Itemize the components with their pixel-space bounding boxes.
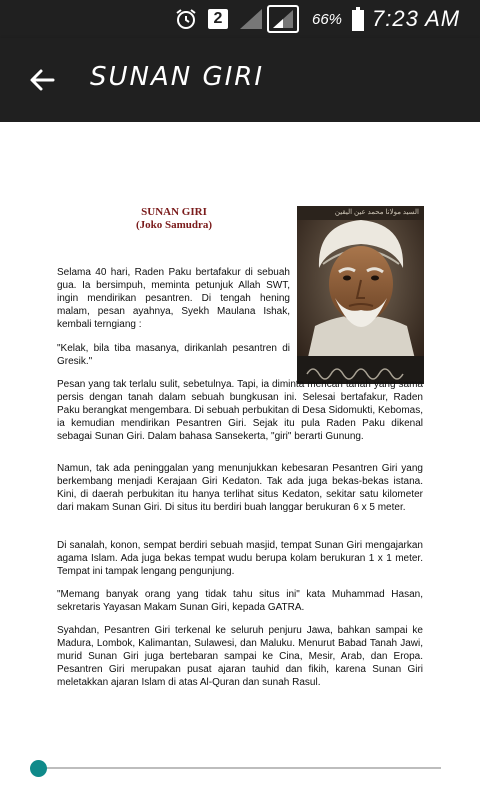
document-page[interactable] <box>0 122 480 742</box>
paragraph: Selama 40 hari, Raden Paku bertafakur di sebuah gua. Ia bersimpuh, meminta petunjuk Allah SWT, ingin mendirikan pesantren. Di tengah hening malam, pesan ayahnya, Syekh Maulana Ishak, kembali terngiang : <box>57 267 290 330</box>
paragraph: Pesan yang tak terlalu sulit, sebetulnya. Tapi, ia diminta mencari tanah yang sama persis dengan tanah dalam sebuah bungkusan ini. Selesai bertafakur, Raden Paku berangkat mengembara. Di sebuah perbukitan di Desa Sidomukti, Kebomas, ia kemudian mendirikan Pesantren Giri. Sejak itu pula Raden Paku dikenal sebagai Sunan Giri. Dalam bahasa Sansekerta, "giri" berarti Gunung. <box>57 379 423 442</box>
paragraph: Namun, tak ada peninggalan yang menunjukkan kebesaran Pesantren Giri yang berkembang menjadi Kerajaan Giri Kedaton. Tak ada juga bekas-bekas istana. Kini, di daerah perbukitan itu hanya terlihat situs Kedaton, sekitar satu kilometer dari makam Sunan Giri. Di situs itu berdiri buah langgar berukuran 6 x 5 meter. <box>57 463 423 513</box>
app-bar <box>0 38 480 122</box>
paragraph: "Memang banyak orang yang tidak tahu situs ini" kata Muhammad Hasan, sekretaris Yayasan Makam Sunan Giri, kepada GATRA. <box>57 589 423 613</box>
paragraph: Di sanalah, konon, sempat berdiri sebuah masjid, tempat Sunan Giri mengajarkan agama Islam. Ada juga bekas tempat wudu berupa kolam berukuran 1 x 1 meter. Tempat ini tampak lengang pengunjung. <box>57 540 423 577</box>
page-title: SUNAN GIRI <box>90 62 265 92</box>
signal-2-icon <box>266 6 300 32</box>
progress-track[interactable] <box>40 767 441 769</box>
signal-icon <box>236 6 266 32</box>
battery-icon <box>350 6 366 32</box>
document-title: SUNAN GIRI <box>141 206 207 218</box>
battery-percent: 66% <box>311 10 343 28</box>
sim-badge <box>206 6 230 32</box>
document-subtitle: (Joko Samudra) <box>135 219 213 231</box>
sunan-giri-portrait <box>297 206 424 384</box>
sim-badge-number: 2 <box>208 9 228 29</box>
arrow-left-icon <box>29 68 55 92</box>
clock: 7:23 AM <box>372 6 461 31</box>
paragraph: Syahdan, Pesantren Giri terkenal ke seluruh penjuru Jawa, bahkan sampai ke Madura, Lombok, Kalimantan, Sulawesi, dan Maluku. Menurut Babad Tanah Jawi, murid Sunan Giri juga bertebaran sampai ke Cina, Mesir, Arab, dan Eropa. Pesantren Giri merupakan pusat ajaran tauhid dan fikih, karena Sunan Giri meletakkan ajaran Islam di atas Al-Quran dan sunah Rasul. <box>57 625 423 688</box>
page-progress-slider[interactable] <box>30 760 444 776</box>
progress-thumb[interactable] <box>30 760 47 777</box>
paragraph: "Kelak, bila tiba masanya, dirikanlah pesantren di Gresik." <box>57 343 290 367</box>
alarm-icon <box>172 6 200 32</box>
portrait-caption: السيد مولانا محمد عين اليقين <box>334 209 419 216</box>
status-bar <box>0 0 480 38</box>
back-button[interactable] <box>22 60 62 100</box>
